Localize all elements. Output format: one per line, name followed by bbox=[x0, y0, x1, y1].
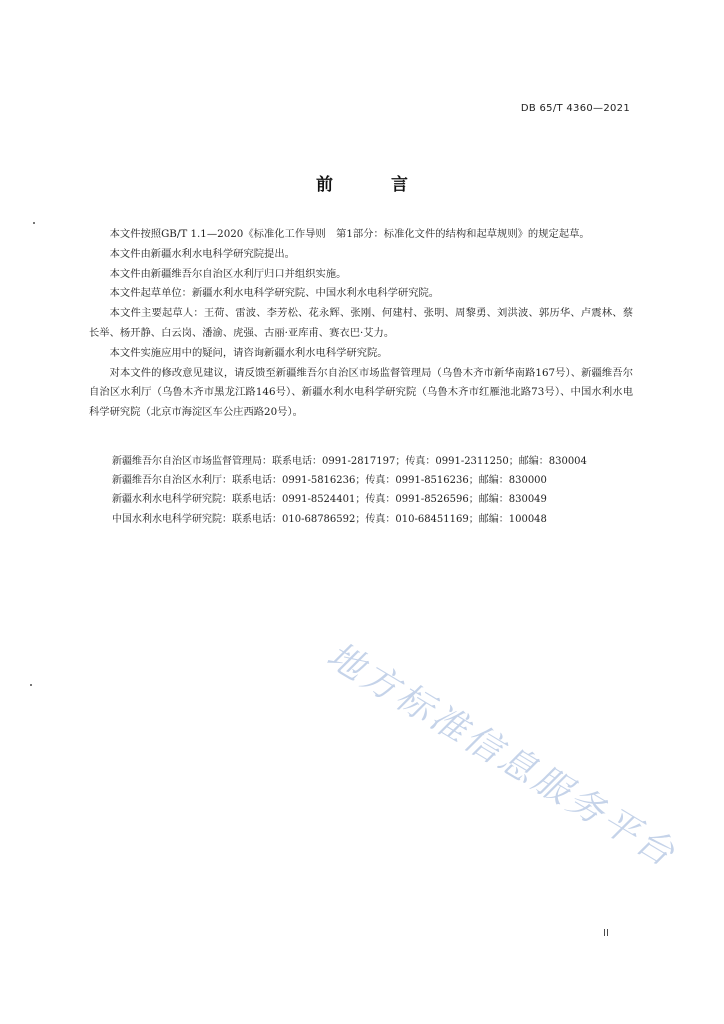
paragraph-drafting-units: 本文件起草单位：新疆水利水电科学研究院、中国水利水电科学研究院。 bbox=[109, 287, 440, 300]
contact-line: 新疆维吾尔自治区市场监督管理局：联系电话：0991-2817197；传真：0991-2311250；邮编：830004 bbox=[112, 456, 587, 467]
contact-list bbox=[112, 452, 642, 529]
paragraph-feedback: 对本文件的修改意见建议，请反馈至新疆维吾尔自治区市场监督管理局（乌鲁木齐市新华南路167号）、新疆维吾尔自治区水利厅（乌鲁木齐市黑龙江路146号）、新疆水利水电科学研究院（乌鲁木齐市红雁池北路73号）、中国水利水电科学研究院（北京市海淀区车公庄西路20号）。 bbox=[89, 366, 633, 419]
paragraph-proposer: 本文件由新疆水利水电科学研究院提出。 bbox=[109, 247, 295, 260]
page-title: 前 言 bbox=[316, 175, 434, 195]
contact-line: 新疆维吾尔自治区水利厅：联系电话：0991-5816236；传真：0991-8516236；邮编：830000 bbox=[112, 475, 547, 487]
document-code: DB 65/T 4360—2021 bbox=[520, 103, 630, 114]
paragraph-inquiries: 本文件实施应用中的疑问，请咨询新疆水利水电科学研究院。 bbox=[109, 346, 388, 359]
preface-body bbox=[89, 225, 633, 423]
watermark: 地方标准信息服务平台 bbox=[319, 634, 684, 877]
paragraph-administrator: 本文件由新疆维吾尔自治区水利厅归口并组织实施。 bbox=[109, 267, 347, 280]
margin-mark bbox=[33, 222, 35, 224]
contact-line: 中国水利水电科学研究院：联系电话：010-68786592；传真：010-68451169；邮编：100048 bbox=[112, 513, 547, 525]
page-number: II bbox=[603, 928, 609, 939]
margin-mark bbox=[30, 684, 32, 686]
paragraph-drafting-rules: 本文件按照GB/T 1.1—2020《标准化工作导则 第1部分：标准化文件的结构和起草规则》的规定起草。 bbox=[109, 228, 590, 240]
paragraph-drafters: 本文件主要起草人：王荷、雷波、李芳松、花永辉、张刚、何建村、张明、周黎勇、刘洪波、郭历华、卢震林、蔡长举、杨开静、白云岗、潘渝、虎强、古丽·亚库甫、赛衣巴·艾力。 bbox=[89, 307, 633, 339]
contact-line: 新疆水利水电科学研究院：联系电话：0991-8524401；传真：0991-8526596；邮编：830049 bbox=[112, 494, 547, 506]
